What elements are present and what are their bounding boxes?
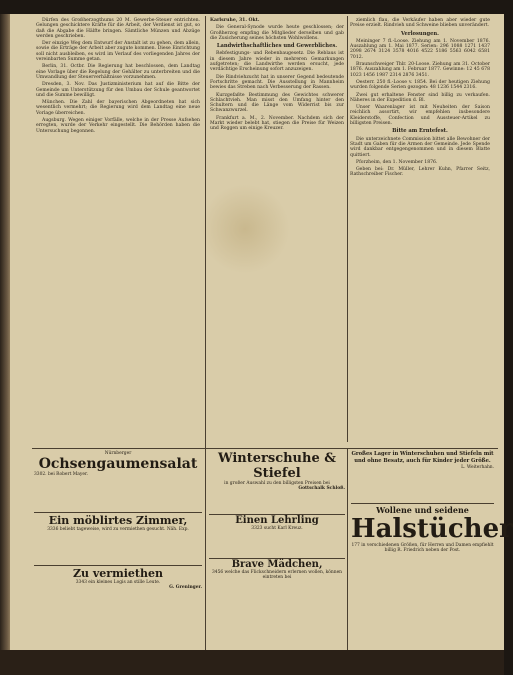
ad-lehrling (209, 516, 345, 556)
book-bottom-edge (0, 650, 504, 675)
ad-divider (351, 503, 494, 504)
classified-ad: Unser Waarenlager ist mit Neuheiten der Saison reichlich assortirt, wir empfehlen insbesondere Kleiderstoffe, Confection und Aussteuer-Artikel zu billigsten Preisen. (350, 105, 490, 127)
article-paragraph: Geben bei: Dr. Müller, Lehrer Kuhn, Pfarrer Seitz, Rathschreiber Fischer. (350, 167, 490, 178)
ad-text: Großes Lager in Winterschuhen und Stiefeln mit und ohne Besatz, auch für Kinder jeder Größe. (351, 451, 494, 464)
ad-footer: 3302. bei Robert Mayer. (34, 472, 88, 477)
column-middle (210, 18, 344, 446)
ad-title: Ochsengaumensalat (38, 456, 198, 472)
ad-maedchen (209, 560, 345, 620)
article-paragraph: Frankfurt a. M., 2. November. Nachdem sich der Markt wieder belebt hat, stiegen die Preise für Weizen und Roggen um einige Kreuzer. (210, 115, 344, 132)
ad-signature: Gottschalk Schloß. (298, 486, 345, 491)
ad-divider (34, 565, 202, 566)
ad-kicker: Wollene und seidene (376, 505, 469, 515)
column-rule (347, 16, 348, 442)
classified-ad: Zwei gut erhaltene Fenster sind billig zu verkaufen. Näheres in der Expedition d. Bl. (350, 92, 490, 103)
ad-text: 3456 welche das Flickschneidern erlernen wollen, können eintreten bei (211, 570, 343, 580)
section-heading: Landwirthschaftliches und Gewerbliches. (216, 43, 338, 50)
ad-title: Einen Lehrling (235, 515, 319, 526)
ad-text: 177 in verschiedenen Größen, für Herren und Damen empfiehlt billig R. Friedrich neben der Post. (351, 543, 494, 553)
article-paragraph: Dresden, 3. Nov. Das Justizministerium hat auf die Bitte der Gemeinde um Unterstützung für den Umbau der Schule geantwortet und die Summe bewilligt. (36, 82, 200, 98)
ad-text: 3336 beliebt tageweise, wird zu vermiethen gesucht. Näh. Exp. (47, 527, 189, 532)
ad-ochsengaumensalat (34, 451, 202, 511)
ad-divider (34, 512, 202, 513)
column-rule (347, 448, 348, 652)
ad-title: Ein möblirtes Zimmer, (48, 514, 188, 527)
section-heading: Verlosungen. (401, 30, 439, 37)
ad-title: Brave Mädchen, (231, 559, 323, 570)
article-paragraph: Dürfen des Großherzogthums 20 M. Gewerbe-Steuer entrichten. Gelungen geschicktere Kräfte für die Arbeit, der Verdienst ist gut, so daß die Abgabe die Hälfte bringen. Sämtliche Münzen und Abzüge werden geschrieben. (36, 18, 200, 39)
ad-text: 3343 ein kleines Logis an stille Leute. (75, 580, 161, 585)
article-signature: Pforzheim, den 1. November 1876. (356, 159, 438, 165)
ad-text: 3323 sucht Karl Kreuz. (251, 526, 303, 531)
ad-winterlager (351, 451, 494, 501)
article-paragraph: München. Die Zahl der bayerischen Abgeordneten hat sich wesentlich vermehrt; die Regierung wird dem Landtag eine neue Vorlage überreichen. (36, 100, 200, 116)
ad-title: Halstücher (351, 514, 513, 544)
ad-zimmer (34, 514, 202, 564)
article-paragraph: Meininger 7 fl.-Loose. Ziehung am 1. November 1876. Auszahlung am 1. Mai 1877. Serien: 296 1088 1271 1437 2098 2674 3124 3578 4016 4522 5186 5563 6042 6581 7012. (350, 38, 490, 60)
article-paragraph: Die unterzeichnete Commission bittet alle Bewohner der Stadt um Gaben für die Armen der Gemeinde. Jede Spende wird dankbar entgegengenommen und in diesem Blatte quittiert. (350, 136, 490, 158)
section-heading: Bitte am Erntefest. (392, 128, 448, 135)
article-paragraph: Augsburg. Wegen einiger Vorfälle, welche in der Presse Aufsehen erregten, wurde der Verkehr eingestellt. Die Behörden haben die Untersuchung begonnen. (36, 118, 200, 134)
column-right (350, 18, 490, 446)
article-paragraph: Berlin, 31. Octbr. Die Regierung hat beschlossen, dem Landtag eine Vorlage über die Regelung der Gehälter zu unterbreiten und die Umwandlung der Steuerverhältnisse vorzunehmen. (36, 64, 200, 80)
ad-signature: L. Weiterhahn. (461, 465, 494, 470)
ad-signature: G. Greninger. (169, 585, 202, 590)
article-paragraph: Braunschweiger Thlr. 20-Loose. Ziehung am 31. October 1876. Auszahlung am 1. Februar 1877. Gewinne: 12 45 678 1023 1456 1987 2314 2876 3451. (350, 62, 490, 78)
ad-title: Zu vermiethen (73, 567, 163, 580)
article-paragraph: Die Rindviehzucht hat in unserer Gegend bedeutende Fortschritte gemacht. Die Ausstellung in Mannheim bewies das Streben nach Verbesserung der Rassen. (210, 74, 344, 91)
article-paragraph: Kurzgefaßte Bestimmung des Gewichtes schwerer Schlachtvieh. Man misst den Umfang hinter den Schultern und die Länge vom Widerrist bis zur Schwanzwurzel. (210, 92, 344, 114)
ad-section-rule (32, 448, 498, 449)
column-left (36, 18, 200, 446)
ad-text: in großer Auswahl zu den billigsten Preisen bei (224, 481, 330, 486)
newspaper-page (10, 14, 513, 654)
ad-title: Winterschuhe & Stiefel (217, 451, 336, 481)
ad-winterschuhe (209, 451, 345, 513)
ad-vermiethen (34, 567, 202, 622)
ad-halstuecher (351, 505, 513, 620)
article-dateline: Karlsruhe, 31. Okt. (210, 18, 260, 23)
article-paragraph: Rebfestigungs- und Rebenbaugesetz. Die Reblaus ist in diesem Jahre wieder in mehreren Gemarkungen aufgetreten; die Landwirthe werden ersucht, jede verdächtige Erscheinung sofort anzuzeigen. (210, 51, 344, 73)
article-paragraph: Oesterr. 250 fl.-Loose v. 1854. Bei der heutigen Ziehung wurden folgende Serien gezogen: 48 1236 1544 2316. (350, 79, 490, 91)
ad-kicker: Nürnberger (104, 451, 132, 456)
article-paragraph: Die General-Synode wurde heute geschlossen; der Großherzog empfing die Mitglieder derselben und gab die Zusicherung seines höchsten Wohlwollens. (210, 25, 344, 41)
article-paragraph: Der einzige Weg dem Entwurf der Anstalt ist zu gehen, dem allein, sowie die Erträge der Arbeit aber zugute kommen. Diese Einrichtung soll nicht ausbleiben, es wird im Verlauf des vorliegenden Jahres der vereinbarten Summe getan. (36, 41, 200, 63)
article-paragraph: ziemlich flau, die Verkäufer haben aber wieder gute Preise erzielt. Rindvieh und Schweine blieben unverändert. (350, 18, 490, 29)
column-rule (205, 16, 206, 652)
